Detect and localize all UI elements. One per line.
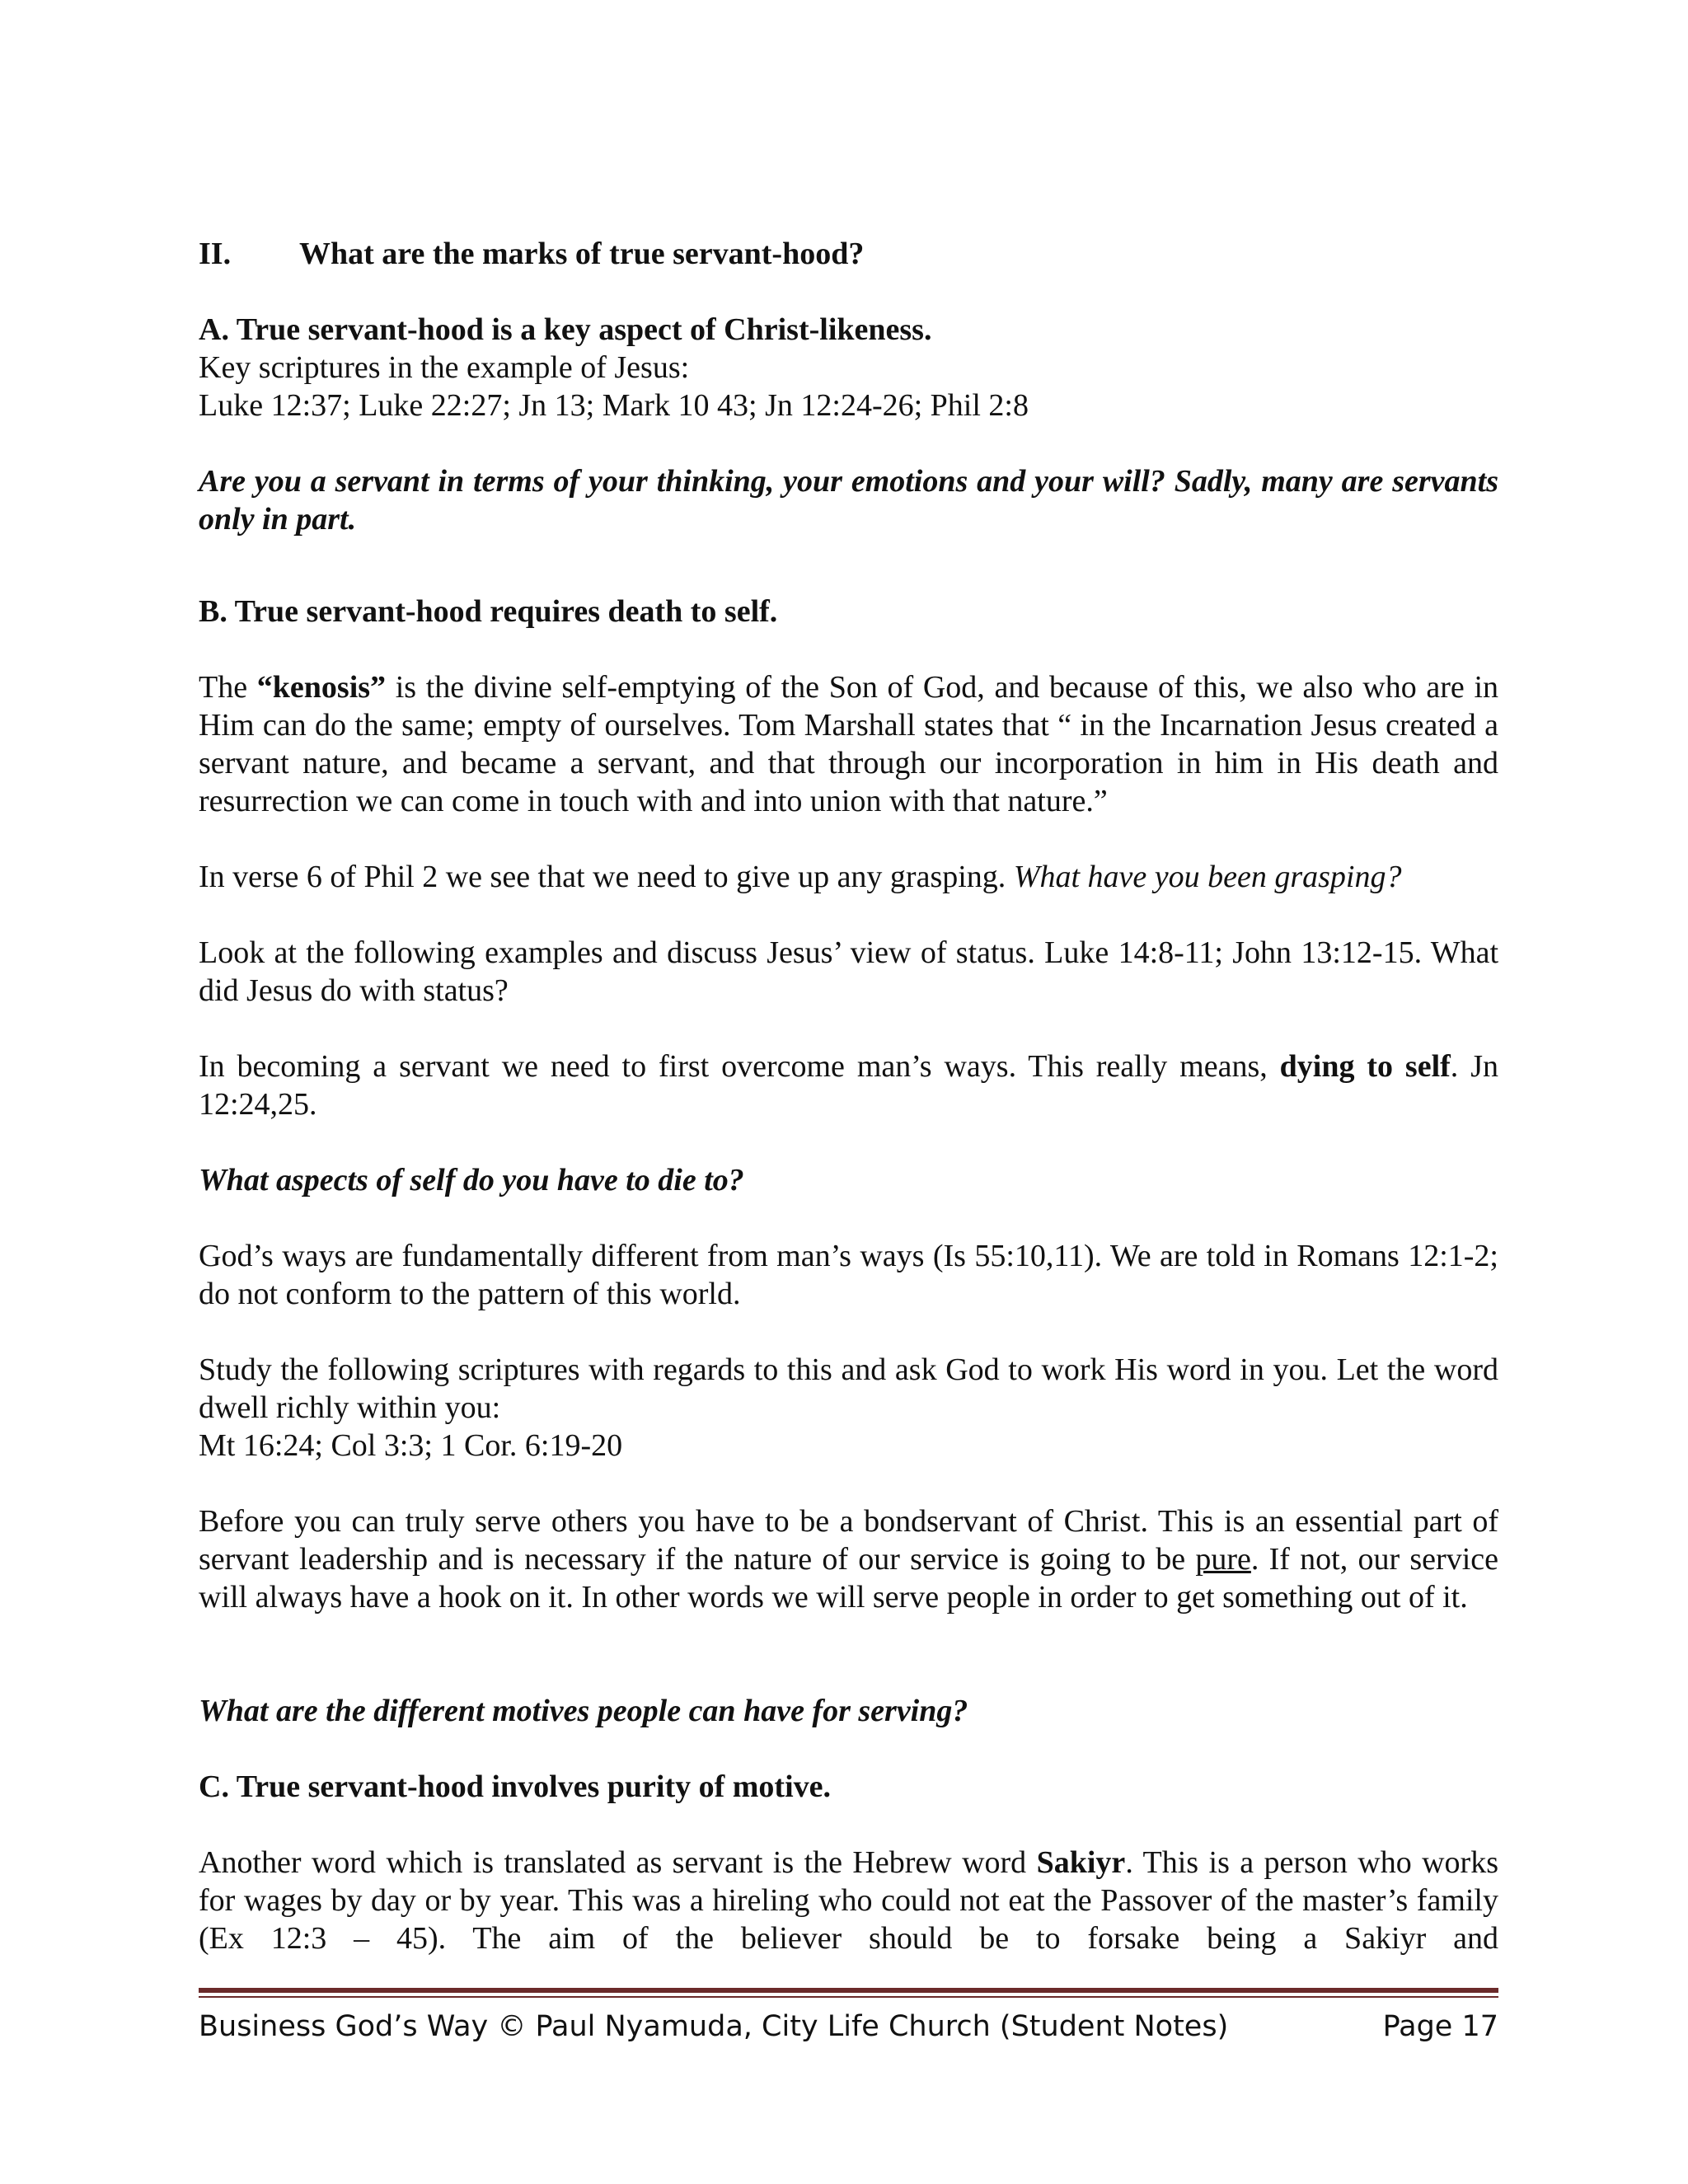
text-run: In verse 6 of Phil 2 we see that we need to give up any grasping. — [199, 860, 1014, 894]
text-run: . Jn 12:24,25. — [199, 1049, 1498, 1122]
dying-to-self-paragraph — [199, 1047, 1498, 1123]
grasping-question: What have you been grasping? — [1013, 860, 1402, 894]
page-number: Page 17 — [1382, 2010, 1498, 2043]
text-run: is the divine self-emptying of the Son of God, and because of this, we also who are in Him can do the same; empty of ourselves. Tom Marshall states that “ in the Incarnation Jesus created a servant nature, and became a servant, and that through our incorporation in him in His death and resurrection we can come in touch with and into union with that nature.” — [199, 670, 1499, 818]
text-run: Before you can truly serve others you have to be a bondservant of Christ. This is an essential part of servant leadership and is necessary if the nature of our service is going to be — [199, 1504, 1498, 1577]
aspects-question: What aspects of self do you have to die to? — [199, 1163, 744, 1197]
page-footer — [199, 2006, 1498, 2047]
text-run: . If not, our service will always have a hook on it. In other words we will serve people in order to get something out of it. — [199, 1542, 1498, 1615]
pure-term: pure — [1195, 1542, 1251, 1577]
kenosis-paragraph — [199, 668, 1498, 820]
bondservant-paragraph — [199, 1502, 1498, 1616]
footer-rule-thick — [199, 1988, 1498, 1993]
footer-rule-thin — [199, 1996, 1498, 1998]
section-a-question: Are you a servant in terms of your thinking, your emotions and your will? Sadly, many are servants only in part. — [199, 464, 1498, 537]
section-c-title: C. True servant-hood involves purity of motive. — [199, 1769, 832, 1804]
heading-text: What are the marks of true servant-hood? — [299, 237, 865, 271]
motives-question: What are the different motives people can have for serving? — [199, 1694, 968, 1728]
dying-to-self-term: dying to self — [1279, 1049, 1451, 1084]
document-page — [199, 0, 1498, 2184]
study-paragraph: Study the following scriptures with regards to this and ask God to work His word in you. Let the word dwell richly within you: — [199, 1352, 1498, 1425]
sakiyr-paragraph — [199, 1844, 1498, 1957]
gods-ways-paragraph: God’s ways are fundamentally different from man’s ways (Is 55:10,11). We are told in Romans 12:1-2; do not conform to the pattern of this world. — [199, 1239, 1498, 1311]
heading-ii — [199, 235, 1498, 273]
section-a-line1: Key scriptures in the example of Jesus: — [199, 350, 690, 385]
kenosis-term: “kenosis” — [256, 670, 387, 705]
section-b-title: B. True servant-hood requires death to self. — [199, 594, 778, 629]
status-paragraph: Look at the following examples and discuss Jesus’ view of status. Luke 14:8-11; John 13:12-15. What did Jesus do with status? — [199, 935, 1498, 1008]
study-scriptures: Mt 16:24; Col 3:3; 1 Cor. 6:19-20 — [199, 1428, 623, 1463]
text-run: . This is a person who works for wages by day or by year. This was a hireling who could not eat the Passover of the master’s family (Ex 12:3 – 45). The aim of the believer should be to forsake being a Sakiyr and — [199, 1845, 1499, 1956]
text-run: Another word which is translated as servant is the Hebrew word — [199, 1845, 1037, 1880]
section-a-title: A. True servant-hood is a key aspect of Christ-likeness. — [199, 312, 932, 347]
section-a-scriptures: Luke 12:37; Luke 22:27; Jn 13; Mark 10 43; Jn 12:24-26; Phil 2:8 — [199, 388, 1029, 423]
grasping-paragraph — [199, 858, 1498, 896]
heading-number: II. — [199, 237, 232, 271]
sakiyr-term: Sakiyr — [1036, 1845, 1126, 1880]
text-run: The — [199, 670, 257, 705]
footer-title: Business God’s Way © Paul Nyamuda, City Life Church (Student Notes) — [199, 2010, 1229, 2043]
text-run: In becoming a servant we need to first overcome man’s ways. This really means, — [199, 1049, 1280, 1084]
